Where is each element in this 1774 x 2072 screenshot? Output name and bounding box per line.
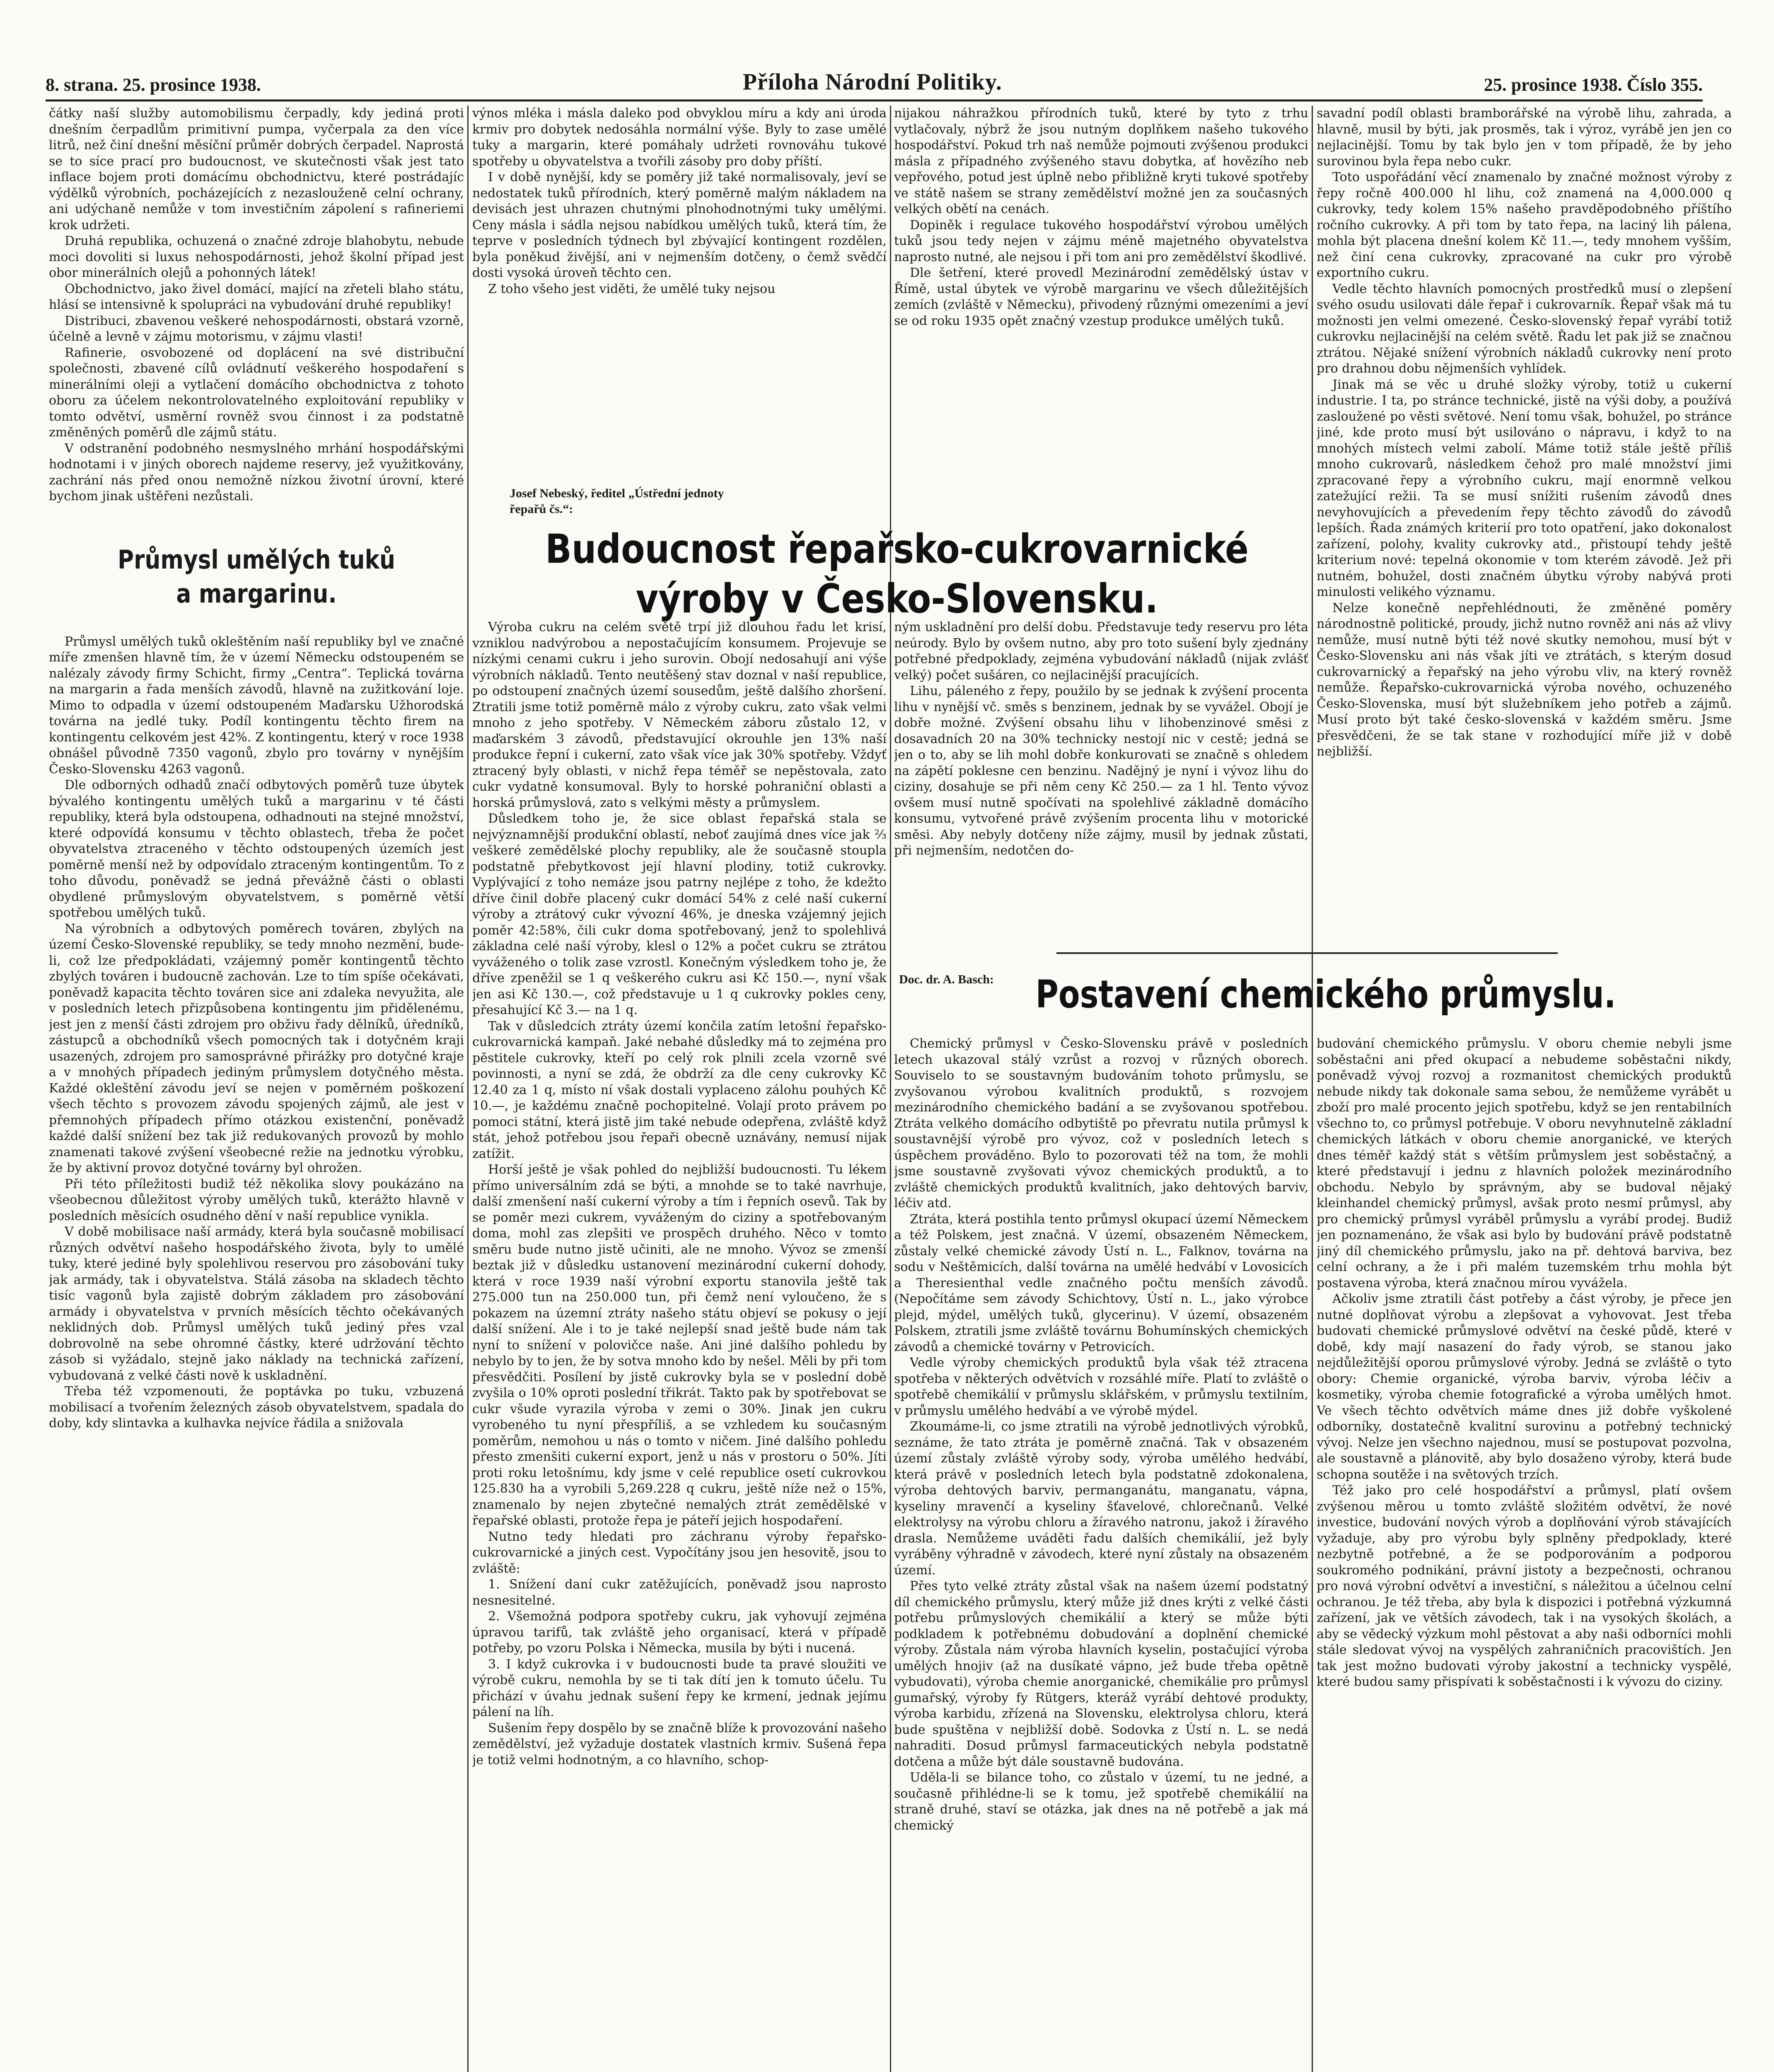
- column-divider: [890, 106, 891, 2072]
- sugar-title-line1: Budoucnost řepařsko-cukrovarnické: [545, 526, 1249, 572]
- column-divider: [1312, 106, 1313, 2072]
- paragraph: Chemický průmysl v Česko-Slovensku právě v posledních letech ukazoval stálý vzrůst a rozvoj v různých oborech. Souviselo to se soustavným budováním tohoto průmyslu, se zvyšovanou výrobou kvalitních produktů, s rozvojem mezinárodního chemického badání a se zvyšovanou spotřebou. Ztráta velkého domácího odbytiště po převratu nutila průmysl k soustavnější výrobě pro vývoz, což v posledních letech s úspěchem prováděno. Bylo to pozorovati též na tom, že mohli jsme soustavně zvyšovati vývoz chemických produktů, a to zvláště chemických produktů kvalitních, jako dehtových barviv, léčiv atd.: [894, 1036, 1308, 1210]
- paragraph: Ačkoliv jsme ztratili část potřeby a část výroby, je přece jen nutné doplňovat výrobu a zlepšovat a vyhovovat. Jest třeba budovati chemické průmyslové odvětví na české půdě, které v době, kdy mají nasazení do řady výrob, se stanou jako nejdůležitější oporou průmyslové výroby. Jedná se zvláště o tyto obory: Chemie organické, výroba barviv, výroba léčiv a kosmetiky, výroba chemie fotografické a výroba umělých hmot. Ve všech těchto odvětvích máme dnes již dobře vyškolené odborníky, dostatečně kvalitní surovinu a potřebný technický vývoj. Nelze jen všechno najednou, musí se postupovat pozvolna, ale soustavně a plánovitě, aby bylo dosaženo výroby, která bude schopna soutěže i na světových trzích.: [1317, 1292, 1732, 1482]
- paragraph: Z toho všeho jest viděti, že umělé tuky nejsou: [488, 281, 776, 296]
- paragraph: Nelze konečně nepřehlédnouti, že změněné poměry národnostně politické, proudy, jichž nutno rovněž ani nás až vlivy nemůže, musí nutně býti též nové skutky nemohou, musí být v Česko-Slovensku ani nás však jíti ve ztrátách, s kterým dosud cukrovarnický a řepařský na jeho výrobu vliv, na který rovněž nemůže. Řepařsko-cukrovarnická výroba nového, ochuzeného Česko-Slovenska, musí být služebníkem jeho potřeb a zájmů. Musí proto být také česko-slovenská v každém směru. Jsme přesvědčeni, že se tak stane v rozhodující míře již v době nejbližší.: [1317, 600, 1732, 759]
- column-1: [49, 106, 464, 2072]
- paragraph: Vedle těchto hlavních pomocných prostředků musí o zlepšení svého osudu usilovati dále řepař i cukrovarník. Řepař však má tu možnosti jen velmi omezené. Česko-slovenský řepař vyrábí totiž cukrovku nejlacinější na celém světě. Řadu let pak již se značnou ztrátou. Nějaké snížení výrobních nákladů cukrovky není proto pro drahnou dobu nějmenších vyhlídek.: [1317, 281, 1732, 376]
- paragraph: V době mobilisace naší armády, která byla současně mobilisací různých odvětví našeho hospodářského života, byly to umělé tuky, které jediné byly spolehlivou reservou pro zásobování tuky jak armády, tak i obyvatelstva. Stálá zásoba na skladech těchto tisíc vagonů byla zajistě dobrým základem pro zásobování armády i obyvatelstva v prvních měsících těchto očekávaných neklidných dob. Průmysl umělých tuků jediný přes vzal dobrovolně na sebe ohromné částky, které udržování těchto zásob si vyžádalo, stejně jako náklady na technická zařízení, vybudovaná z velké části nově k uskladnění.: [49, 1225, 464, 1383]
- paragraph: Horší ještě je však pohled do nejbližší budoucnosti. Tu lékem přímo universálním zdá se býti, a mnohde se to také navrhuje, další zmenšení naší cukerní výroby a tím i řepních osevů. Tak by se poměr mezi cukrem, vyváženým do ciziny a spotřebovaným doma, mohl zas zlepšiti ve prospěch druhého. Něco v tomto směru bude nutno jistě učiniti, ale ne mnoho. Vývoz se zmenší beztak již v důsledku ustanovení mezinárodní cukerní dohody, která v roce 1939 naší výrobní exportu stanovila ještě tak 275.000 tun na 250.000 tun, při čemž není vyloučeno, že s pokazem na územní ztráty našeho státu objeví se pokusy o její další snížení. Ale i to je také nejlepší snad ještě bude nám tak nyní to snížení v polovičce naše. Ani jiné dalšího pohledu by nebylo by to jen, že by sotva mnoho kdo by nešel. Měli by při tom přesvědčiti. Posílení by jistě cukrovky byla se v poslední době zvyšila o 10% oproti poslední třikrát. Takto pak by spotřebovat se cukr všude vyrazila výroba v zemi o 30%. Jinak jen cukru vyrobeného tu nyní přespříliš, a se vzhledem ku současným poměrům, nemohou u nás o tomto v ničem. Jiné dalšího pohledu přesto zmenšiti cukerní export, jenž u nás v prostoru o 50%. Jíti proti roku letošnímu, kdy jsme v celé republice osetí cukrovkou 125.830 ha a vyrobili 5,269.228 q cukru, ještě níže než o 15%, znamenalo by nejen zbytečné nemalých ztrát zemědělské v řepařské oblasti, protože řepa je páteří jejich hospodaření.: [472, 1162, 887, 1528]
- paragraph: Toto uspořádání věcí znamenalo by značné možnost výroby z řepy ročně 400.000 hl lihu, což znamená na 4,000.000 q cukrovky, tedy kolem 15% našeho pravděpodobného příštího ročního cukrovky. A při tom by tato řepa, na laciný lih pálena, mohla být placena dnešní kolem Kč 11.—, tedy mnohem vyšším, než činí cena cukrovky, zpracované na cukr pro výrobě exportního cukru.: [1317, 170, 1732, 280]
- sugar-byline: [510, 486, 882, 517]
- chemical-article-col4: [1317, 1036, 1732, 2072]
- page-header: [46, 66, 1703, 95]
- sugar-article-col3: [894, 620, 1308, 951]
- paragraph: Lihu, páleného z řepy, použilo by se jednak k zvýšení procenta lihu v nynější vč. směs s benzinem, jednak by se vyvážel. Obojí je dobře možné. Zvýšení obsahu lihu v lihobenzinové směsi z dosavadních 20 na 30% technicky nestojí nic v cestě; jedná se jen o to, aby se lih mohl dobře konkurovati se značně s ohledem na zápětí poklesne cen benzinu. Nadějný je nyní i vývoz lihu do ciziny, dosahuje se při něm ceny Kč 250.— za 1 hl. Tento vývoz ovšem musí nutně spočívati na spolehlivé základně domácího konsumu, vytvořené právě zvýšením procenta lihu v motorické směsi. Aby nebyly dotčeny níže zájmy, musil by jednak zůstati, při nejmenším, nedotčen do-: [894, 684, 1308, 858]
- header-divider: [46, 99, 1703, 102]
- paragraph: Obchodnictvo, jako živel domácí, mající na zřeteli blaho státu, hlásí se intensivně k spolupráci na vybudování druhé republiky!: [49, 281, 464, 312]
- margarine-title: [78, 543, 435, 611]
- paragraph: budování chemického průmyslu. V oboru chemie nebyli jsme soběstačni ani před okupací a nebudeme soběstačni nikdy, poněvadž vývoj rozvoj a rozmanitost chemických produktů nebude nikdy tak dokonale sama sebou, že nemůžeme vyrábět u zboží pro malé procento jejich spotřebu, když se jen rentabilních všechno to, co průmysl potřebuje. V oboru nevyhnutelně základní chemických látkách v oboru chemie anorganické, ve kterých dnes téměř každý stát s větším průmyslem jest soběstačný, a které představují i jednu z hlavních položek mezinárodního obchodu. Nebylo by správným, aby se budoval nějaký kleinhandel chemický průmysl, avšak proto nesmí průmysl, aby pro chemický průmysl vyráběl průmyslu a vyrábí prodej. Budiž jen poznamenáno, že však asi bylo by budování právě podstatně jiný díl chemického průmyslu, jako na př. dehtová barviva, bez celní ochrany, a že i při malém tuzemském trhu mohla být postavena výroba, která značnou mírou vyvážela.: [1317, 1036, 1732, 1290]
- paragraph: Dopiněk i regulace tukového hospodářství výrobou umělých tuků jsou tedy nejen v zájmu méně majetného obyvatelstva naprosto nutné, ale nejsou i při tom ani pro zemědělství škodlivé.: [894, 218, 1308, 264]
- paragraph: Vedle výroby chemických produktů byla však též ztracena spotřeba v některých odvětvích v rozsáhlé míře. Platí to zvláště o spotřebě chemikálií v průmyslu sklářském, v průmyslu textilním, v průmyslu umělého hedvábí a ve výrobě mýdel.: [894, 1356, 1308, 1418]
- header-right: 25. prosince 1938. Číslo 355.: [1484, 75, 1703, 95]
- paragraph: Tak v důsledcích ztráty území končila zatím letošní řepařsko-cukrovarnická kampaň. Jaké nebahé důsledky má to zejména pro pěstitele cukrovky, kteří po celý rok plnili zcela vzorně své povinnosti, a nyní se zdá, že obdrží za dle ceny cukrovky Kč 12.40 za 1 q, místo ní však dostali vyplaceno zálohu pouhých Kč 10.—, je každému značně pochopitelné. Volají proto právem po pomoci státní, která jistě jim také nebude odepřena, zvláště když stát, jehož potřebou jsou řepaři obecně uznávány, nemusí nijak zatížit.: [472, 1019, 887, 1161]
- list-item: 3. I když cukrovka i v budoucnosti bude ta pravé sloužiti ve výrobě cukru, nemohla by se ti tak dítí jen k tomuto účelu. Tu přichází v úvahu jednak sušení řepy ke krmení, jednak jejímu pálení na líh.: [472, 1657, 887, 1719]
- column-4-top: [1317, 106, 1732, 943]
- paragraph: I v době nynější, kdy se poměry již také normalisovaly, jeví se nedostatek tuků přírodních, který poměrně malým nákladem na devisách jest uhrazen chutnými plnohodnotnými tuky umělými. Ceny másla i sádla nejsou nabídkou umělých tuků, která tím, že teprve v posledních týdnech byl zbývající kontingent rozdělen, byla poněkud živější, ani v nejmenším dotčeny, o čemž svědčí dosti vysoká úroveň těchto cen.: [472, 170, 887, 280]
- byline-line1: Josef Nebeský, ředitel „Ústřední jednoty: [510, 487, 724, 500]
- paragraph: Třeba též vzpomenouti, že poptávka po tuku, vzbuzená mobilisací a tvořením železných zásob obyvatelstvem, spadala do doby, kdy slintavka a kulhavka nejvíce řádila a snižovala: [49, 1384, 464, 1431]
- header-title: Příloha Národní Politiky.: [742, 69, 1002, 95]
- byline-line2: řepařů čs.“:: [510, 502, 573, 516]
- chemical-byline: Doc. dr. A. Basch:: [899, 973, 994, 986]
- paragraph: Sušením řepy dospělo by se značně blíže k provozování našeho zemědělství, jež vyžaduje dostatek vlastních krmiv. Sušená řepa je totiž velmi hodnotným, a co hlavního, schop-: [472, 1721, 887, 1767]
- paragraph: Uděla-li se bilance toho, co zůstalo v území, tu ne jedné, a současně přihlédne-li se k tomu, jež spotřebě chemikálií na straně druhé, staví se otázka, jak dnes na ně potřebě a jak má chemický: [894, 1770, 1308, 1833]
- sugar-title: [542, 524, 1252, 624]
- paragraph: Jinak má se věc u druhé složky výroby, totiž u cukerní industrie. I ta, po stránce technické, jistě na výši doby, a používá zasloužené po věsti světové. Není tomu však, bohužel, po stránce jiné, kde proto musí být usilováno o nápravu, i když to na mnohých místech velmi zabolí. Máme totiž stále ještě příliš mnoho cukrovarů, následkem čehož pro malé množství jimi zpracované řepy a výrobního cukru, mají enormně velkou zatežující režii. Ta se musí snížiti rušením závodů dnes nevyhovujících a převedením řepy těchto závodů do závodů lepších. Řada známých kriterií pro toto opatření, jako dokonalost zařízení, polohy, kvality cukrovky atd., přistoupí tehdy ještě kriterium nové: tepelná okonomie v tom kterém závodě. Jež při nutném, bohužel, dosti značném úbytku výroby nabývá proti minulosti velikého významu.: [1317, 377, 1732, 599]
- paragraph: Druhá republika, ochuzená o značné zdroje blahobytu, nebude moci dovoliti si luxus nehospodárnosti, jehož školní případ jest obor minerálních olejů a pohonných látek!: [49, 234, 464, 280]
- paragraph: Průmysl umělých tuků okleštěním naší republiky byl ve značné míře zmenšen hlavně tím, že v území Německu odstoupeném se nalézaly závody firmy Schicht, firmy „Centra“. Teplická továrna na margarin a řada menších závodů, hlavně na zužitkování loje. Mimo to odpadla v území odstoupeném Maďarsku Užhorodská továrna na jedlé tuky. Podíl kontingentu těchto firem na kontingentu celkovém jest 42%. Z kontingentu, který v roce 1938 obnášel původně 7350 vagonů, zbylo pro továrny v nynějším Česko-Slovensku 4263 vagonů.: [49, 634, 464, 777]
- paragraph: výnos mléka i másla daleko pod obvyklou míru a kdy ani úroda krmiv pro dobytek nedosáhla normální výše. Byly to zase umělé tuky a margarin, které pomáhaly udržeti rovnováhu tukové spotřeby u obyvatelstva a tvořili zásoby pro doby příští.: [472, 106, 887, 169]
- margarine-title-line2: a margarinu.: [176, 578, 337, 609]
- paragraph: Přes tyto velké ztráty zůstal však na našem území podstatný díl chemického průmyslu, který může již dnes krýti z velké části potřebu průmyslových chemikálií a který se může býti podkladem k potřebnému dobudování a doplnění chemické výroby. Zůstala nám výroba hlavních kyselin, postačující výroba umělých hnojiv (až na dusíkaté vápno, jež bude třeba opětně vybudovati), výroba chemie anorganické, chemikálie pro průmysl gumařský, výroby fy Rütgers, kteráž vyrábí dehtové produkty, výroba karbidu, zřízená na Slovensku, elektrolysa chloru, která bude spuštěna v nejbližší době. Sodovka z Ústí n. L. se nedá nahraditi. Dosud průmysl farmaceutických nebyla podstatně dotčena a může být dále soustavně budována.: [894, 1579, 1308, 1769]
- paragraph: Dle odborných odhadů značí odbytových poměrů tuze úbytek bývalého kontingentu umělých tuků a margarinu v té části republiky, která byla odstoupena, odhadnouti na stejné množství, které odpovídá konsumu v těchto oblastech, třeba že počet obyvatelstva ztraceného v těchto odstoupených územích jest poměrně menší než by odpovídalo ztraceným kontingentům. To z toho důvodu, poněvadž se jedná převážně části o oblasti obydlené průmyslovým obyvatelstvem, s poměrně větší spotřebou umělých tuků.: [49, 778, 464, 920]
- section-divider: [1056, 952, 1558, 954]
- fuel-article-end: [49, 106, 464, 505]
- paragraph: Ztráta, která postihla tento průmysl okupací území Německem a též Polskem, jest značná. V území, obsazeném Německem, zůstaly velké chemické závody Ústí n. L., Falknov, továrna na sodu v Neštěmicích, další továrna na umělé hedvábí v Lovosicích a Theresienthal vedle značného počtu menších závodů. (Nepočítáme sem závody Schichtovy, Ústí n. L., jako výrobce plejd, mýdel, umělých tuků, glycerinu). V území, obsazeném Polskem, ztratili jsme zvláště továrnu Bohumínských chemických závodů a chemické továrny v Petrovicích.: [894, 1212, 1308, 1354]
- chemical-title: Postavení chemického průmyslu.: [1035, 972, 1616, 1017]
- column-3-top: [894, 106, 1308, 466]
- paragraph: nijakou náhražkou přírodních tuků, které by tyto z trhu vytlačovaly, nýbrž že jsou nutným doplňkem našeho tukového hospodářství. Pokud trh naš nemůže pojmouti zvýšenou produkci másla z případného zvýšeného stavu dobytka, ať hovězího neb vepřového, potud jest úplně nebo přibližně kryti tukové spotřeby ve státě našem se strany zemědělství možné jen za současných velkých obětí na cenách.: [894, 106, 1308, 216]
- paragraph: Rafinerie, osvobozené od doplácení na své distribuční společnosti, zbavené cílů ovládnutí veškerého hospodaření s minerálními oleji a vytlačení domácího obchodnictva z tohoto oboru za účelem nekontrolovatelného exploitování republiky v tomto odvětví, usměrní rovněž svou činnost i za podstatně změněných poměrů dle zájmů státu.: [49, 345, 464, 440]
- sugar-title-line2: výroby v Česko-Slovensku.: [636, 576, 1158, 622]
- paragraph: Při této příležitosti budiž též několika slovy poukázáno na všeobecnou důležitost výroby umělých tuků, kterážto hlavně v posledních měsících osudného dění v naší republice vynikla.: [49, 1176, 464, 1223]
- paragraph: Též jako pro celé hospodářství a průmysl, platí ovšem zvýšenou měrou u tomto zvláště složitém odvětví, že nové investice, budování nových výrob a doplňování výrob stávajících vyžaduje, aby pro výrobu byly splněny předpoklady, které nezbytně potřebné, a že se podporováním a podporou soukromého podnikání, právní jistoty a bezpečnosti, ochranou pro nová výrobní odvětví a investiční, s náležitou a účelnou celní ochranou. Je též třeba, aby byla k dispozici i potřebná výzkumná zařízení, jak ve větších závodech, tak i na vysokých školách, a aby se vědecký výzkum mohl pěstovat a aby naši odborníci mohli stále sledovat vývoj na vyspělých zahraničních pracovištích. Jen tak jest možno budovati výroby jakostní a technicky vyspělé, které budou samy přispívati k soběstačnosti i k vývozu do ciziny.: [1317, 1483, 1732, 1689]
- paragraph: čátky naší služby automobilismu čerpadly, kdy jediná proti dnešním čerpadlům primitivní pumpa, vyčerpala za den více litrů, než činí dnešní měsíční průměr dobrých čerpadel. Naprostá se to síce prací pro budoucnost, ve skutečnosti však jest tato inflace bojem proti domácímu obchodnictvu, které postrádajíc výdělků výrobních, pocházejících z nezaslouženě celní ochrany, ani udýchaně nemůže v tom investičním zápolení s rafineriemi krok udržeti.: [49, 106, 464, 232]
- paragraph: Na výrobních a odbytových poměrech továren, zbylých na území Česko-Slovenské republiky, se tedy mnoho nezmění, bude-li, což lze předpokládati, vzájemný poměr kontingentů těchto zbylých továren i budoucně zachován. Lze to tím spíše očekávati, poněvadž kapacita těchto továren sice ani zdaleka nevyužita, ale v posledních letech přizpůsobena kontingentu jim přidělenému, jest jen z menší části zdrojem pro obživu řady dělníků, úředníků, zástupců a obchodníků všech pomocných tak i dotyčném kraji usazených, zdrojem pro samosprávné přirážky pro dotyčné kraje a v mnohých případech jediným průmyslem dotyčného města. Každé okleštění závodu jeví se nejen v poměrném poškození všech těchto s provozem závodu spojených zájmů, ale jest v přemnohých případech přímo otázkou existenční, poněvadž každé další snížení bez tak již redukovaných provozů by mohlo znamenati takové zvýšení všeobecné režie na jednotku výrobku, že by aktivní provoz dotyčné továrny byl ohrožen.: [49, 921, 464, 1175]
- spacer: [49, 505, 464, 543]
- margarine-title-line1: Průmysl umělých tuků: [118, 544, 395, 575]
- header-left: 8. strana. 25. prosince 1938.: [46, 75, 261, 95]
- column-2-top: [472, 106, 887, 466]
- margarine-article: [49, 634, 464, 1432]
- paragraph: Důsledkem toho je, že sice oblast řepařská stala se nejvýznamnější produkční oblastí, neboť zaujímá dnes více jak ⅔ veškeré zemědělské plochy republiky, ale že současně stoupla podstatně přebytkovost její hlavní plodiny, totiž cukrovky. Vyplývající z toho nemáze jsou patrny nejlépe z toho, že kdežto dříve činil dobře placený cukr domácí 54% z celé naší cukerní výroby a ztrátový cukr vývozní 46%, je dneska vzájemný jejich poměr 42:58%, čili cukr doma spotřebovaný, jenž to spolehlivá základna celé naší výroby, klesl o 12% a počet cukru se ztrátou vyváženého o tolik zase vzrostl. Konečným výsledkem toho je, že dříve zpeněžil se 1 q veškerého cukru asi Kč 150.—, nyní však jen asi Kč 130.—, což představuje u 1 q cukrovky pokles ceny, přesahující Kč 3.— na 1 q.: [472, 811, 887, 1017]
- paragraph: savadní podíl oblasti bramborářské na výrobě lihu, zahrada, a hlavně, musil by býti, jak prosměs, tak i výroz, vyrábě jen jen co nejlacinější. Tomu by tak bylo jen v tom případě, že by jeho surovinou byla řepa nebo cukr.: [1317, 106, 1732, 169]
- list-item: 1. Snížení daní cukr zatěžujících, poněvadž jsou naprosto nesnesitelné.: [472, 1577, 887, 1608]
- paragraph: Nutno tedy hledati pro záchranu výroby řepařsko-cukrovarnické a jiných cest. Vypočítány jsou jen hesovitě, jsou to zvláště:: [472, 1529, 887, 1576]
- paragraph: Výroba cukru na celém světě trpí již dlouhou řadu let krisí, vzniklou nadvýrobou a nepostačujícím konsumem. Projevuje se nízkými cenami cukru i jeho surovin. Obojí nedosahují ani výše výrobních nákladů. Tento neutěšený stav doznal v naší republice, po odstoupení značných území sousedům, ještě dalšího zhoršení. Ztratili jsme totiž poměrně málo z výroby cukru, zato však velmi mnoho z jeho spotřeby. V Německém záboru zůstalo 12, v maďarském 3 závodů, představující okrouhle jen 13% naší produkce řepní i cukerní, zato však více jak 30% spotřeby. Vždyť ztracený byly oblasti, v nichž řepa téměř se nepěstovala, zato cukr vydatně konsumoval. Byly to horské pohraniční oblasti a horská průmyslová, zato s velkými městy a průmyslem.: [472, 620, 887, 810]
- chemical-article-col3: [894, 1036, 1308, 2072]
- list-item: 2. Všemožná podpora spotřeby cukru, jak vyhovují zejména úpravou tarifů, tak zvláště jeho organisací, která v případě potřeby, po vzoru Polska i Německa, musila by býti i nucená.: [472, 1609, 887, 1656]
- paragraph: Zkoumáme-li, co jsme ztratili na výrobě jednotlivých výrobků, seznáme, že tato ztráta je poměrně značná. Tak v obsazeném území zůstaly zvláště výroby sody, výroba umělého hedvábí, která právě v posledních letech byla podstatně zdokonalena, výroba dehtových barviv, permanganátu, manganatu, vápna, kyseliny mravenčí a kyseliny šťavelové, chlorečnanů. Velké elektrolysy na výrobu chloru a žíravého natronu, jakož i žíravého drasla. Nemůžeme uváděti řadu dalších chemikálií, jež byly vyráběny výhradně v závodech, které nyní zůstaly na obsazeném území.: [894, 1419, 1308, 1578]
- paragraph: V odstranění podobného nesmyslného mrhání hospodářskými hodnotami i v jiných oborech najdeme reservy, jež využitkovány, zachrání nás před onou nemožně nízkou životní úrovní, které bychom jinak uštěřeni nezůstali.: [49, 441, 464, 503]
- column-divider: [467, 106, 469, 2072]
- paragraph: Distribuci, zbavenou veškeré nehospodárnosti, obstará vzorně, účelně a levně v zájmu motorismu, v zájmu vlasti!: [49, 313, 464, 344]
- paragraph: ným uskladnění pro delší dobu. Představuje tedy reservu pro léta neúrody. Bylo by ovšem nutno, aby pro toto sušení byly zjednány potřebné předpoklady, zejména vybudování nákladů (nijak zvlášť velký) počet sušáren, co nejlacinější pracujících.: [894, 620, 1308, 683]
- paragraph: Dle šetření, které provedl Mezinárodní zemědělský ústav v Římě, ustal úbytek ve výrobě margarinu ve všech důležitějších zemích (zvláště v Německu), přivodený různými omezeními a jeví se od roku 1935 opět značný vzestup produkce umělých tuků.: [894, 266, 1308, 328]
- spacer: [49, 611, 464, 634]
- sugar-article-col2: [472, 620, 887, 2072]
